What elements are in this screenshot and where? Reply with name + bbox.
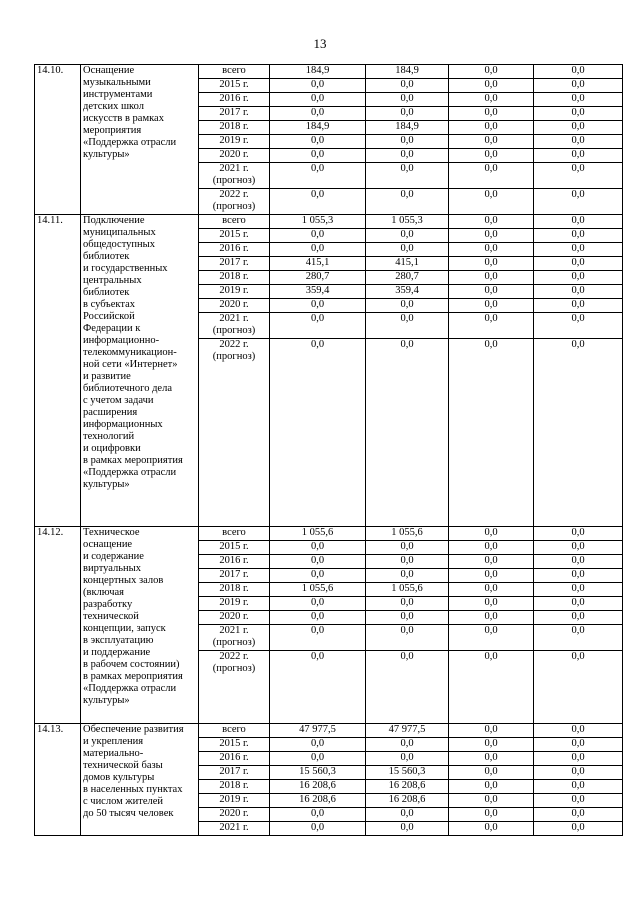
year-cell: 2019 г. [199, 597, 270, 611]
value-cell: 0,0 [449, 555, 534, 569]
value-cell: 0,0 [366, 808, 449, 822]
value-cell: 1 055,6 [270, 527, 366, 541]
year-cell: 2020 г. [199, 299, 270, 313]
year-cell: 2017 г. [199, 257, 270, 271]
value-cell: 0,0 [270, 93, 366, 107]
section-title: Подключение муниципальных общедоступных библиотек и государственных центральных библиотек в субъектах Российской Федерации к информационно- телекоммуникацион- ной сети «Интернет» и развитие библиотечного дела с учетом задачи расширения информационных технологий и оцифровки в рамках мероприятия «Поддержка отрасли культуры» [81, 215, 199, 527]
value-cell: 0,0 [449, 271, 534, 285]
value-cell: 0,0 [270, 299, 366, 313]
value-cell: 0,0 [366, 189, 449, 215]
value-cell: 0,0 [270, 79, 366, 93]
value-cell: 0,0 [449, 189, 534, 215]
value-cell: 0,0 [534, 555, 623, 569]
value-cell: 0,0 [366, 752, 449, 766]
value-cell: 0,0 [270, 822, 366, 836]
value-cell: 15 560,3 [366, 766, 449, 780]
year-cell: всего [199, 65, 270, 79]
value-cell: 0,0 [534, 285, 623, 299]
value-cell: 0,0 [449, 285, 534, 299]
value-cell: 184,9 [366, 65, 449, 79]
value-cell: 0,0 [366, 651, 449, 724]
value-cell: 0,0 [534, 339, 623, 527]
value-cell: 0,0 [366, 597, 449, 611]
value-cell: 280,7 [366, 271, 449, 285]
value-cell: 0,0 [366, 163, 449, 189]
year-cell: 2021 г. [199, 822, 270, 836]
value-cell: 0,0 [270, 541, 366, 555]
table-row [35, 527, 623, 541]
value-cell: 0,0 [270, 243, 366, 257]
value-cell: 0,0 [270, 651, 366, 724]
value-cell: 0,0 [366, 243, 449, 257]
value-cell: 0,0 [534, 215, 623, 229]
section-code: 14.10. [35, 65, 81, 215]
value-cell: 0,0 [449, 149, 534, 163]
value-cell: 0,0 [270, 107, 366, 121]
value-cell: 0,0 [270, 313, 366, 339]
value-cell: 0,0 [534, 121, 623, 135]
value-cell: 0,0 [449, 163, 534, 189]
value-cell: 0,0 [449, 808, 534, 822]
year-cell: 2020 г. [199, 808, 270, 822]
value-cell: 0,0 [270, 569, 366, 583]
value-cell: 0,0 [366, 738, 449, 752]
value-cell: 0,0 [534, 569, 623, 583]
value-cell: 0,0 [534, 189, 623, 215]
section-title: Обеспечение развития и укрепления материально- технической базы домов культуры в населенных пунктах с числом жителей до 50 тысяч человек [81, 724, 199, 836]
year-cell: 2020 г. [199, 149, 270, 163]
value-cell: 0,0 [449, 569, 534, 583]
value-cell: 0,0 [366, 135, 449, 149]
value-cell: 0,0 [449, 625, 534, 651]
year-cell: 2019 г. [199, 794, 270, 808]
value-cell: 184,9 [366, 121, 449, 135]
section-title: Оснащение музыкальными инструментами детских школ искусств в рамках мероприятия «Поддержка отрасли культуры» [81, 65, 199, 215]
value-cell: 0,0 [270, 597, 366, 611]
year-cell: 2016 г. [199, 243, 270, 257]
value-cell: 0,0 [449, 822, 534, 836]
value-cell: 0,0 [270, 555, 366, 569]
value-cell: 0,0 [534, 738, 623, 752]
value-cell: 16 208,6 [366, 794, 449, 808]
value-cell: 0,0 [534, 541, 623, 555]
value-cell: 0,0 [534, 107, 623, 121]
year-cell: 2022 г. (прогноз) [199, 651, 270, 724]
value-cell: 0,0 [449, 65, 534, 79]
value-cell: 0,0 [449, 215, 534, 229]
value-cell: 0,0 [449, 299, 534, 313]
year-cell: 2018 г. [199, 780, 270, 794]
table-row [35, 724, 623, 738]
value-cell: 0,0 [270, 611, 366, 625]
value-cell: 0,0 [449, 794, 534, 808]
value-cell: 0,0 [534, 766, 623, 780]
value-cell: 0,0 [449, 611, 534, 625]
value-cell: 0,0 [366, 229, 449, 243]
value-cell: 0,0 [366, 569, 449, 583]
value-cell: 0,0 [449, 766, 534, 780]
year-cell: 2016 г. [199, 555, 270, 569]
value-cell: 184,9 [270, 65, 366, 79]
value-cell: 0,0 [366, 149, 449, 163]
value-cell: 0,0 [449, 527, 534, 541]
value-cell: 0,0 [534, 724, 623, 738]
value-cell: 0,0 [534, 583, 623, 597]
value-cell: 0,0 [449, 780, 534, 794]
value-cell: 1 055,3 [366, 215, 449, 229]
value-cell: 0,0 [449, 257, 534, 271]
value-cell: 0,0 [449, 93, 534, 107]
value-cell: 0,0 [366, 625, 449, 651]
year-cell: 2015 г. [199, 541, 270, 555]
year-cell: всего [199, 527, 270, 541]
value-cell: 0,0 [366, 299, 449, 313]
year-cell: 2015 г. [199, 738, 270, 752]
value-cell: 0,0 [534, 299, 623, 313]
year-cell: 2021 г. (прогноз) [199, 625, 270, 651]
year-cell: 2017 г. [199, 107, 270, 121]
value-cell: 0,0 [449, 243, 534, 257]
value-cell: 0,0 [366, 611, 449, 625]
value-cell: 0,0 [270, 808, 366, 822]
year-cell: 2018 г. [199, 271, 270, 285]
value-cell: 47 977,5 [270, 724, 366, 738]
table-row [35, 215, 623, 229]
value-cell: 0,0 [534, 527, 623, 541]
value-cell: 0,0 [534, 257, 623, 271]
year-cell: 2017 г. [199, 569, 270, 583]
year-cell: 2021 г. (прогноз) [199, 313, 270, 339]
budget-table [34, 64, 623, 836]
value-cell: 0,0 [366, 555, 449, 569]
page-number: 13 [313, 36, 327, 51]
value-cell: 0,0 [270, 625, 366, 651]
value-cell: 0,0 [534, 313, 623, 339]
year-cell: всего [199, 215, 270, 229]
value-cell: 0,0 [449, 583, 534, 597]
year-cell: 2022 г. (прогноз) [199, 189, 270, 215]
year-cell: 2021 г. (прогноз) [199, 163, 270, 189]
year-cell: 2020 г. [199, 611, 270, 625]
value-cell: 1 055,6 [366, 527, 449, 541]
value-cell: 0,0 [534, 135, 623, 149]
value-cell: 0,0 [534, 271, 623, 285]
section-code: 14.13. [35, 724, 81, 836]
value-cell: 0,0 [366, 822, 449, 836]
value-cell: 415,1 [366, 257, 449, 271]
value-cell: 0,0 [534, 611, 623, 625]
section-title: Техническое оснащение и содержание виртуальных концертных залов (включая разработку технической концепции, запуск в эксплуатацию и поддержание в рабочем состоянии) в рамках мероприятия «Поддержка отрасли культуры» [81, 527, 199, 724]
year-cell: 2015 г. [199, 229, 270, 243]
value-cell: 184,9 [270, 121, 366, 135]
section-code: 14.11. [35, 215, 81, 527]
value-cell: 0,0 [449, 738, 534, 752]
value-cell: 0,0 [270, 339, 366, 527]
value-cell: 415,1 [270, 257, 366, 271]
value-cell: 0,0 [534, 93, 623, 107]
value-cell: 0,0 [449, 79, 534, 93]
section-code: 14.12. [35, 527, 81, 724]
value-cell: 0,0 [366, 79, 449, 93]
value-cell: 47 977,5 [366, 724, 449, 738]
value-cell: 0,0 [270, 163, 366, 189]
year-cell: 2022 г. (прогноз) [199, 339, 270, 527]
value-cell: 0,0 [449, 541, 534, 555]
value-cell: 0,0 [449, 339, 534, 527]
value-cell: 0,0 [534, 808, 623, 822]
value-cell: 0,0 [534, 597, 623, 611]
year-cell: 2016 г. [199, 93, 270, 107]
value-cell: 0,0 [534, 229, 623, 243]
value-cell: 280,7 [270, 271, 366, 285]
year-cell: 2019 г. [199, 135, 270, 149]
value-cell: 16 208,6 [270, 794, 366, 808]
value-cell: 0,0 [449, 724, 534, 738]
year-cell: 2017 г. [199, 766, 270, 780]
value-cell: 0,0 [534, 794, 623, 808]
value-cell: 0,0 [270, 149, 366, 163]
value-cell: 1 055,3 [270, 215, 366, 229]
value-cell: 0,0 [534, 65, 623, 79]
value-cell: 0,0 [449, 107, 534, 121]
value-cell: 359,4 [270, 285, 366, 299]
value-cell: 0,0 [366, 339, 449, 527]
year-cell: 2018 г. [199, 121, 270, 135]
value-cell: 359,4 [366, 285, 449, 299]
value-cell: 0,0 [270, 752, 366, 766]
year-cell: всего [199, 724, 270, 738]
value-cell: 0,0 [534, 243, 623, 257]
value-cell: 0,0 [366, 107, 449, 121]
value-cell: 0,0 [270, 135, 366, 149]
value-cell: 0,0 [534, 780, 623, 794]
value-cell: 0,0 [449, 121, 534, 135]
year-cell: 2018 г. [199, 583, 270, 597]
value-cell: 0,0 [534, 79, 623, 93]
value-cell: 0,0 [366, 541, 449, 555]
value-cell: 0,0 [534, 651, 623, 724]
value-cell: 0,0 [534, 163, 623, 189]
value-cell: 0,0 [270, 738, 366, 752]
value-cell: 0,0 [534, 625, 623, 651]
value-cell: 15 560,3 [270, 766, 366, 780]
value-cell: 1 055,6 [366, 583, 449, 597]
value-cell: 0,0 [449, 651, 534, 724]
value-cell: 0,0 [449, 597, 534, 611]
year-cell: 2015 г. [199, 79, 270, 93]
year-cell: 2016 г. [199, 752, 270, 766]
value-cell: 0,0 [449, 229, 534, 243]
table-row [35, 65, 623, 79]
value-cell: 16 208,6 [366, 780, 449, 794]
value-cell: 0,0 [534, 822, 623, 836]
value-cell: 0,0 [366, 313, 449, 339]
value-cell: 0,0 [534, 149, 623, 163]
value-cell: 0,0 [366, 93, 449, 107]
value-cell: 0,0 [270, 229, 366, 243]
value-cell: 0,0 [534, 752, 623, 766]
value-cell: 16 208,6 [270, 780, 366, 794]
year-cell: 2019 г. [199, 285, 270, 299]
value-cell: 1 055,6 [270, 583, 366, 597]
value-cell: 0,0 [449, 135, 534, 149]
value-cell: 0,0 [449, 752, 534, 766]
value-cell: 0,0 [270, 189, 366, 215]
value-cell: 0,0 [449, 313, 534, 339]
